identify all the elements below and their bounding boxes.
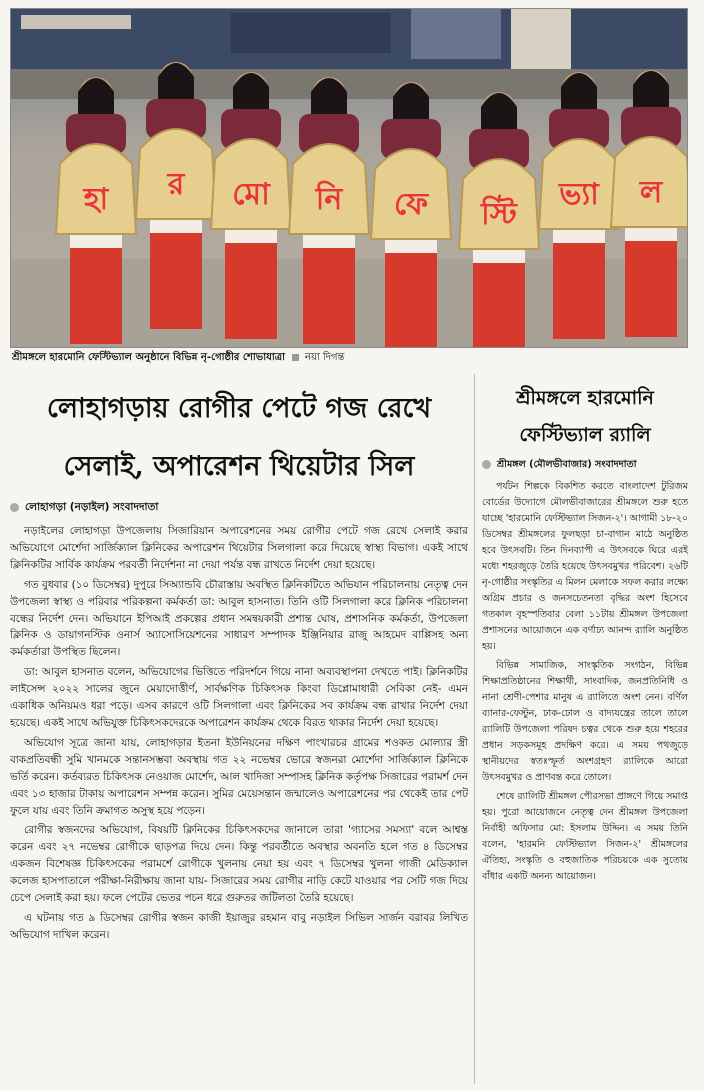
side-byline-text: শ্রীমঙ্গল (মৌলভীবাজার) সংবাদদাতা [497,459,637,470]
photo-credit: নয়া দিগন্ত [305,352,345,363]
side-body-text [482,479,688,885]
festival-sign-letter: র [167,167,185,202]
photo-caption [12,350,686,367]
dancer-skirt [150,219,202,329]
main-byline-text: লোহাগড়া (নড়াইল) সংবাদদাতা [25,501,159,513]
festival-sign-letter: মো [232,177,270,212]
news-photo [10,8,688,348]
dancer-skirt [625,227,677,337]
festival-sign-letter: হা [83,182,109,217]
festival-sign-letter: স্টি [481,197,517,232]
dancer-skirt [385,239,437,347]
column-divider [474,374,475,1084]
dancer-skirt [473,249,525,347]
main-byline [10,500,468,517]
festival-sign-letter: ল [639,175,663,210]
main-paragraph: নড়াইলের লোহাগড়া উপজেলায় সিজারিয়ান অপারেশনের সময় রোগীর পেটে গজ রেখে সেলাই করার অভিযোগে মোর্শেদা সার্জিক্যাল ক্লিনিকের অপারেশন থিয়েটার সিলগালা করে দিয়েছে স্বাস্থ্য বিভাগ। একই সাথে ক্লিনিকটির সার্বিক কার্যক্রম পরবর্তী নির্দেশনা না দেয়া পর্যন্ত বন্ধ রাখতে নির্দেশ দেয়া হয়েছে। [10,525,468,571]
side-paragraph: বিভিন্ন সামাজিক, সাংস্কৃতিক সংগঠন, বিভিন্ন শিক্ষাপ্রতিষ্ঠানের শিক্ষার্থী, সাংবাদিক, জনপ্রতিনিধি ও নানা শ্রেণী-পেশার মানুষ এ র‍্যালিতে অংশ নেন। বর্ণিল ব্যানার-ফেস্টুন, ঢাক-ঢোল ও বাদ্যযন্ত্রের তালে তালে র‍্যালিটি উপজেলা পরিষদ চত্বর থেকে শুরু হয়ে শহরের প্রধান সড়কসমূহ প্রদক্ষিণ করে। এ সময় পথজুড়ে স্থানীয়দের স্বতঃস্ফূর্ত অংশগ্রহণ র‍্যালিকে আরো উৎসবমুখর ও প্রাণবন্ত করে তোলে। [482,660,688,783]
main-paragraph: ডা: আবুল হাসনাত বলেন, অভিযোগের ভিত্তিতে পরিদর্শনে গিয়ে নানা অব্যবস্থাপনা দেখতে পাই। ক্লিনিকটির লাইসেন্স ২০২২ সালের জুনে মেয়াদোত্তীর্ণ, সার্বক্ষণিক চিকিৎসক কিংবা ডিপ্লোমাধারী সেবিকা নেই- এমন একাধিক অনিয়মও ধরা পড়ে। এসব কারণে ওটি সিলগালা এবং ক্লিনিকের সব কার্যক্রম বন্ধ রাখার নির্দেশ দেয়া হয়েছে। একই সাথে অভিযুক্ত চিকিৎসকদেরকে অপারেশন কার্যক্রম থেকে বিরত থাকার নির্দেশ দেয়া হয়েছে। [10,666,468,729]
main-paragraph: রোগীর স্বজনদের অভিযোগ, বিষয়টি ক্লিনিকের চিকিৎসকদের জানালে তারা 'গ্যাসের সমস্যা' বলে আশ্বস্ত করেন এবং ২৭ নভেম্বর রোগীকে ছাড়পত্র দিয়ে দেন। কিন্তু পরবর্তীতে অবস্থার অবনতি হলে গত ৪ ডিসেম্বর একজন বিশেষজ্ঞ চিকিৎসকের পরামর্শে রোগীকে খুলনায় নেয়া হয় এবং ৭ ডিসেম্বর খুলনা গাজী মেডিক্যাল কলেজ হাসপাতালে পরীক্ষা-নিরীক্ষায় জানা যায়- সিজারের সময় রোগীর নাড়ি কেটে যাওয়ার পর সেটি গজ দিয়ে চেপে সেলাই করা হয়। ফলে পেটের ভেতর পচন ধরে গুরুতর জটিলতা তৈরি হয়েছে। [10,824,468,905]
side-headline-line2: ফেস্টিভ্যাল র‍্যালি [519,424,651,446]
dancer-skirt [303,234,355,344]
side-paragraph: পর্যটন শিল্পকে বিকশিত করতে বাংলাদেশ টুরিজম বোর্ডের উদ্যোগে মৌলভীবাজারের শ্রীমঙ্গলে শুরু হতে যাচ্ছে 'হারমোনি ফেস্টিভ্যাল সিজন-২'। আগামী ১৮-২০ ডিসেম্বর শ্রীমঙ্গলের ফুলছড়া চা-বাগান মাঠে অনুষ্ঠিত হবে উৎসবটি। তিন দিনব্যাপী এ উৎসবকে ঘিরে এরই মধ্যে শহরজুড়ে তৈরি হয়েছে উৎসবমুখর পরিবেশ। ২৬টি নৃ-গোষ্ঠীর সংস্কৃতির এ মিলন মেলাকে সফল করার লক্ষ্যে অগ্রিম প্রচার ও জনসচেতনতা বৃদ্ধির অংশ হিসেবে গতকাল বৃহস্পতিবার বেলা ১১টায় শ্রীমঙ্গল উপজেলা প্রশাসনের আয়োজনে এক বর্ণাঢ্য আনন্দ র‍্যালি অনুষ্ঠিত হয়। [482,481,688,652]
main-paragraph: গত বুধবার (১০ ডিসেম্বর) দুপুরে সিঅ্যান্ডবি চৌরাস্তায় অবস্থিত ক্লিনিকটিতে অভিযান পরিচালনায় নেতৃত্ব দেন উপজেলা স্বাস্থ্য ও পরিবার পরিকল্পনা কর্মকর্তা ডা: আবুল হাসনাত। তিনি ওটি সিলগালা করে ক্লিনিক পরিচালনা বন্ধের নির্দেশ দেন। অভিযানে ইপিআই প্রকল্পের প্রধান সমন্বয়কারী প্রশান্ত ঘোষ, প্রশাসনিক কর্মকর্তা, উপজেলা ক্লিনিক ও ডায়াগনস্টিক ওনার্স অ্যাসোসিয়েশনের সাধারণ সম্পাদক ইঞ্জিনিয়ার রাজু আহমেদ বাপ্পিসহ অন্য কর্মকর্তারা উপস্থিত ছিলেন। [10,578,468,659]
separator-square-icon [292,354,299,361]
side-headline-line1: শ্রীমঙ্গলে হারমোনি [516,387,654,409]
dancer-skirt [553,229,605,339]
side-byline [482,458,688,473]
main-headline-line1: লোহাগড়ায় রোগীর পেটে গজ রেখে [46,393,432,424]
dancer-skirt [70,234,122,344]
side-paragraph: শেষে র‍্যালিটি শ্রীমঙ্গল পৌরসভা প্রাঙ্গণে গিয়ে সমাপ্ত হয়। পুরো আয়োজনে নেতৃত্ব দেন শ্রীমঙ্গল উপজেলা নির্বাহী অফিসার মো: ইসলাম উদ্দিন। এ সময় তিনি বলেন, 'হারমনি ফেস্টিভ্যাল সিজন-২' শ্রীমঙ্গলের ঐতিহ্য, সংস্কৃতি ও বহুজাতিক পরিচয়কে এক সুতোয় বাঁধার একটি অনন্য আয়োজন। [482,791,688,882]
caption-text: শ্রীমঙ্গলে হারমোনি ফেস্টিভ্যাল অনুষ্ঠানে বিভিন্ন নৃ-গোষ্ঠীর শোভাযাত্রা [12,352,286,363]
main-headline [10,380,468,496]
side-headline [482,380,688,454]
main-paragraph: এ ঘটনায় গত ৯ ডিসেম্বর রোগীর স্বজন কাজী ইয়াজুর রহমান বাবু নড়াইল সিভিল সার্জন বরাবর লিখিত অভিযোগ দাখিল করেন। [10,911,468,941]
bullet-dot-icon [10,503,19,512]
festival-sign-letter: নি [315,182,343,217]
rally-scene [11,9,687,347]
bullet-dot-icon [482,460,491,469]
main-headline-line2: সেলাই, অপারেশন থিয়েটার সিল [63,451,415,482]
dancer-skirt [225,229,277,339]
festival-sign-letter: ফে [393,187,429,222]
main-article-body [10,500,468,1086]
main-paragraph: অভিযোগ সূত্রে জানা যায়, লোহাগড়ার ইতনা ইউনিয়নের দক্ষিণ পাংখারচর গ্রামের শওকত মোল্যার স্ত্রী বাকপ্রতিবন্ধী সুমি খানমকে সন্তানসম্ভবা অবস্থায় গত ২২ নভেম্বর ভোরে স্বজনরা মোর্শেদা সার্জিক্যাল ক্লিনিকে ভর্তি করেন। কর্তব্যরত চিকিৎসক নেওয়াজ মোর্শেদ, আল খাদিজা সম্পাসহ ক্লিনিক কর্তৃপক্ষ সিজারের পরামর্শ দেন এবং ১৩ হাজার টাকায় অপারেশন সম্পন্ন করেন। সুমির মেয়েসন্তান জন্মালেও অপারেশনের পর থেকেই তার পেট ফুলে যায় এবং তিনি ক্রমাগত অসুস্থ হয়ে পড়েন। [10,736,468,817]
festival-sign-letter: ভ্যা [559,177,599,212]
side-article-body [482,458,688,1086]
